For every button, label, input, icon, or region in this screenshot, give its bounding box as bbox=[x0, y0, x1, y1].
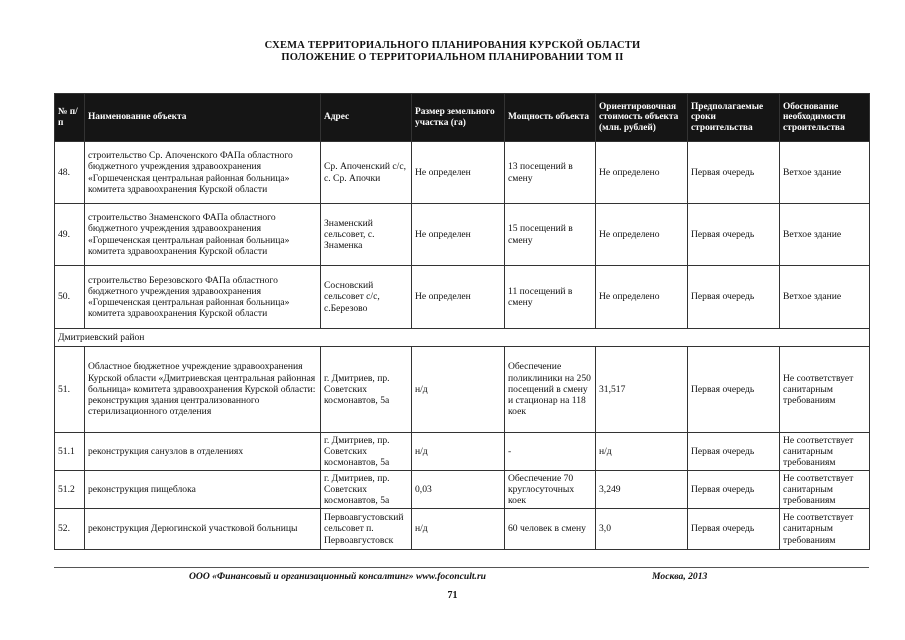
document-title: СХЕМА ТЕРРИТОРИАЛЬНОГО ПЛАНИРОВАНИЯ КУРСКОЙ ОБЛАСТИ bbox=[264, 40, 641, 51]
cell-capacity: 11 посещений в смену bbox=[505, 266, 596, 329]
col-header-area: Размер земельного участка (га) bbox=[412, 94, 505, 142]
cell-capacity: - bbox=[505, 433, 596, 471]
footer-company: ООО «Финансовый и организационный консалтинг» www.foconcult.ru bbox=[189, 571, 487, 582]
cell-area: Не определен bbox=[412, 266, 505, 329]
cell-number: 49. bbox=[55, 204, 85, 266]
cell-schedule: Первая очередь bbox=[688, 142, 780, 204]
table-header-row bbox=[55, 94, 870, 142]
cell-address: Сосновский сельсовет с/с, с.Березово bbox=[321, 266, 412, 329]
cell-cost: Не определено bbox=[596, 142, 688, 204]
section-row bbox=[55, 329, 870, 347]
cell-name: реконструкция Дерюгинской участковой больницы bbox=[85, 509, 321, 550]
col-header-schedule: Предполагаемые сроки строительства bbox=[688, 94, 780, 142]
col-header-capacity: Мощность объекта bbox=[505, 94, 596, 142]
cell-address: Первоавгустовский сельсовет п. Первоавгустовск bbox=[321, 509, 412, 550]
table-row bbox=[55, 347, 870, 433]
cell-name: Областное бюджетное учреждение здравоохранения Курской области «Дмитриевская центральная районная больница» комитета здравоохранения Курской области: реконструкция здания централизованного стерилизационного отделения bbox=[85, 347, 321, 433]
table-row bbox=[55, 509, 870, 550]
footer-divider bbox=[54, 567, 869, 568]
cell-capacity: Обеспечение поликлиники на 250 посещений в смену и стационар на 118 коек bbox=[505, 347, 596, 433]
cell-justification: Ветхое здание bbox=[780, 266, 870, 329]
cell-address: г. Дмитриев, пр. Советских космонавтов, 5а bbox=[321, 471, 412, 509]
cell-justification: Не соответствует санитарным требованиям bbox=[780, 347, 870, 433]
cell-schedule: Первая очередь bbox=[688, 347, 780, 433]
col-header-cost: Ориентировочная стоимость объекта (млн. рублей) bbox=[596, 94, 688, 142]
cell-area: н/д bbox=[412, 433, 505, 471]
cell-schedule: Первая очередь bbox=[688, 509, 780, 550]
cell-capacity: 60 человек в смену bbox=[505, 509, 596, 550]
cell-number: 48. bbox=[55, 142, 85, 204]
page-number: 71 bbox=[447, 590, 458, 601]
col-header-name: Наименование объекта bbox=[85, 94, 321, 142]
cell-address: г. Дмитриев, пр. Советских космонавтов, 5а bbox=[321, 347, 412, 433]
cell-number: 51.1 bbox=[55, 433, 85, 471]
cell-area: Не определен bbox=[412, 204, 505, 266]
cell-name: реконструкция санузлов в отделениях bbox=[85, 433, 321, 471]
cell-schedule: Первая очередь bbox=[688, 204, 780, 266]
cell-number: 52. bbox=[55, 509, 85, 550]
cell-capacity: 13 посещений в смену bbox=[505, 142, 596, 204]
cell-cost: 3,249 bbox=[596, 471, 688, 509]
cell-capacity: 15 посещений в смену bbox=[505, 204, 596, 266]
table-row bbox=[55, 266, 870, 329]
cell-justification: Ветхое здание bbox=[780, 142, 870, 204]
cell-name: строительство Ср. Апоченского ФАПа областного бюджетного учреждения здравоохранения «Горшеченская центральная районная больница» комитета здравоохранения Курской области bbox=[85, 142, 321, 204]
cell-schedule: Первая очередь bbox=[688, 471, 780, 509]
cell-name: строительство Знаменского ФАПа областного бюджетного учреждения здравоохранения «Горшеченская центральная районная больница» комитета здравоохранения Курской области bbox=[85, 204, 321, 266]
cell-address: Ср. Апоченский с/с, с. Ср. Апочки bbox=[321, 142, 412, 204]
cell-schedule: Первая очередь bbox=[688, 433, 780, 471]
table-row bbox=[55, 142, 870, 204]
cell-number: 51. bbox=[55, 347, 85, 433]
cell-area: 0,03 bbox=[412, 471, 505, 509]
cell-area: н/д bbox=[412, 347, 505, 433]
cell-cost: 3,0 bbox=[596, 509, 688, 550]
cell-name: реконструкция пищеблока bbox=[85, 471, 321, 509]
cell-cost: н/д bbox=[596, 433, 688, 471]
cell-cost: 31,517 bbox=[596, 347, 688, 433]
col-header-number: № п/п bbox=[55, 94, 85, 142]
col-header-address: Адрес bbox=[321, 94, 412, 142]
cell-justification: Ветхое здание bbox=[780, 204, 870, 266]
cell-justification: Не соответствует санитарным требованиям bbox=[780, 509, 870, 550]
cell-schedule: Первая очередь bbox=[688, 266, 780, 329]
document-subtitle: ПОЛОЖЕНИЕ О ТЕРРИТОРИАЛЬНОМ ПЛАНИРОВАНИИ ТОМ II bbox=[281, 52, 624, 63]
cell-number: 50. bbox=[55, 266, 85, 329]
cell-area: Не определен bbox=[412, 142, 505, 204]
table-row bbox=[55, 471, 870, 509]
section-label: Дмитриевский район bbox=[55, 329, 870, 347]
cell-justification: Не соответствует санитарным требованиям bbox=[780, 433, 870, 471]
cell-number: 51.2 bbox=[55, 471, 85, 509]
table-row bbox=[55, 204, 870, 266]
cell-cost: Не определено bbox=[596, 266, 688, 329]
cell-area: н/д bbox=[412, 509, 505, 550]
footer-city-year: Москва, 2013 bbox=[652, 571, 708, 582]
table-row bbox=[55, 433, 870, 471]
cell-address: Знаменский сельсовет, с. Знаменка bbox=[321, 204, 412, 266]
cell-cost: Не определено bbox=[596, 204, 688, 266]
cell-justification: Не соответствует санитарным требованиям bbox=[780, 471, 870, 509]
objects-table bbox=[54, 93, 870, 550]
cell-name: строительство Березовского ФАПа областного бюджетного учреждения здравоохранения «Горшеченская центральная районная больница» комитета здравоохранения Курской области bbox=[85, 266, 321, 329]
col-header-justification: Обоснование необходимости строительства bbox=[780, 94, 870, 142]
cell-address: г. Дмитриев, пр. Советских космонавтов, 5а bbox=[321, 433, 412, 471]
cell-capacity: Обеспечение 70 круглосуточных коек bbox=[505, 471, 596, 509]
